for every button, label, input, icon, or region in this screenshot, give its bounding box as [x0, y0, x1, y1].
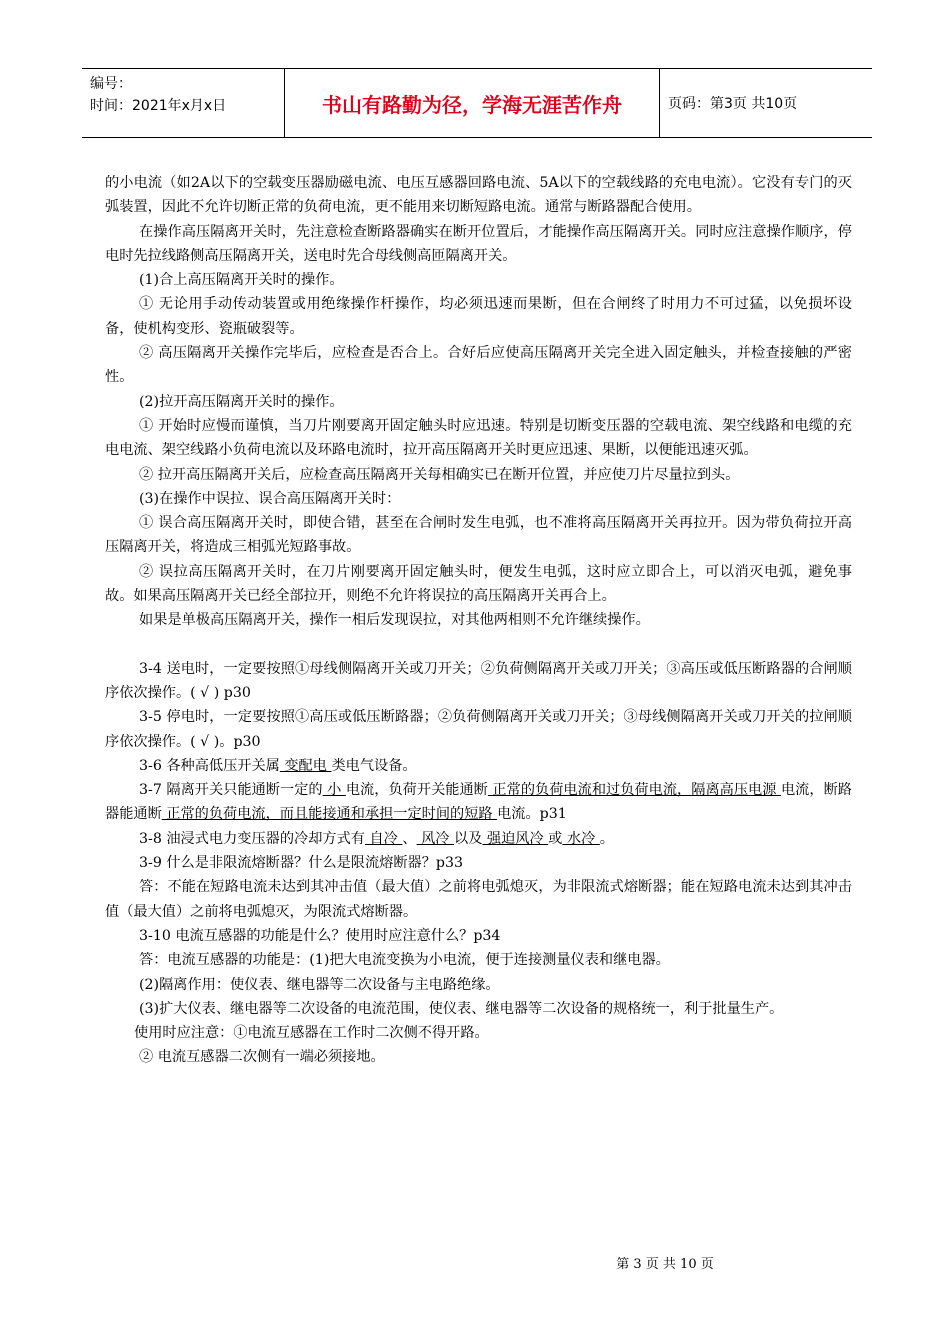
paragraph: ① 误合高压隔离开关时，即使合错，甚至在合闸时发生电弧，也不准将高压隔离开关再拉开。因为带负荷拉开高压隔离开关，将造成三相弧光短路事故。 [105, 515, 852, 556]
header-left-cell [82, 69, 285, 137]
question-text: 3-7 隔离开关只能通断一定的 [139, 782, 323, 799]
answer-blank: 变配电 [279, 757, 332, 774]
answer-3-10: 答：电流互感器的功能是：(1)把大电流变换为小电流，便于连接测量仪表和继电器。 [139, 952, 670, 969]
answer-3-10-item: (2)隔离作用：使仪表、继电器等二次设备与主电路绝缘。 [139, 976, 500, 993]
question-3-8 [105, 827, 852, 851]
paragraph: ② 高压隔离开关操作完毕后，应检查是否合上。合好后应使高压隔离开关完全进入固定触头，并检查接触的严密性。 [105, 345, 852, 386]
motto: 书山有路勤为径，学海无涯苦作舟 [285, 69, 660, 137]
answer-blank: 小 [322, 782, 346, 799]
page-header [82, 68, 872, 138]
paragraph: ① 无论用手动传动装置或用绝缘操作杆操作，均必须迅速而果断，但在合闸终了时用力不可过猛，以免损坏设备，使机构变形、瓷瓶破裂等。 [105, 296, 852, 337]
question-3-6 [105, 754, 852, 778]
question-3-10: 3-10 电流互感器的功能是什么？使用时应注意什么？p34 [139, 927, 501, 944]
paragraph: ② 误拉高压隔离开关时，在刀片刚要离开固定触头时，便发生电弧，这时应立即合上，可以消灭电弧，避免事故。如果高压隔离开关已经全部拉开，则绝不允许将误拉的高压隔离开关再合上。 [105, 563, 852, 605]
answer-blank: 风冷 [416, 830, 454, 847]
time-label: 时间：2021年x月x日 [90, 98, 227, 114]
answer-3-10-note: ② 电流互感器二次侧有一端必须接地。 [139, 1049, 385, 1066]
paragraph: (2)拉开高压隔离开关时的操作。 [139, 393, 344, 410]
page-label: 页码：第3页 共10页 [668, 96, 798, 112]
paragraph: 的小电流（如2A以下的空载变压器励磁电流、电压互感器回路电流、5A以下的空载线路的充电电流）。它没有专门的灭弧装置，因此不允许切断正常的负荷电流，更不能用来切断短路电流。通常与断路器配合使用。 [105, 175, 852, 216]
question-text: 类电气设备。 [331, 757, 417, 774]
question-3-4: 3-4 送电时，一定要按照①母线侧隔离开关或刀开关；②负荷侧隔离开关或刀开关；③高压或低压断路器的合闸顺序依次操作。( √ ) p30 [105, 660, 852, 701]
paragraph: ① 开始时应慢而谨慎，当刀片刚要离开固定触头时应迅速。特别是切断变压器的空载电流、架空线路和电缆的充电电流、架空线路小负荷电流以及环路电流时，拉开高压隔离开关时更应迅速、果断，以便能迅速灭弧。 [105, 417, 852, 459]
answer-blank: 正常的负荷电流和过负荷电流，隔离高压电源 [487, 782, 781, 799]
page-footer: 第 3 页 共 10 页 [616, 1257, 714, 1272]
question-3-7 [105, 778, 852, 827]
paragraph: ② 拉开高压隔离开关后，应检查高压隔离开关每相确实已在断开位置，并应使刀片尽量拉到头。 [139, 466, 740, 483]
paragraph: (1)合上高压隔离开关时的操作。 [139, 272, 344, 289]
document-body [105, 171, 852, 1070]
question-text: 以及 [454, 830, 483, 847]
answer-blank: 正常的负荷电流，而且能接通和承担一定时间的短路 [161, 806, 498, 823]
answer-3-10-item: (3)扩大仪表、继电器等二次设备的电流范围，使仪表、继电器等二次设备的规格统一，利于批量生产。 [139, 1000, 784, 1017]
question-text: 3-6 各种高低压开关属 [139, 757, 280, 774]
question-text: 电流，断路器能通断 [105, 782, 852, 823]
question-text: 电流，负荷开关能通断 [345, 782, 488, 799]
spacer [105, 633, 852, 657]
answer-3-10-note: 使用时应注意：①电流互感器在工作时二次侧不得开路。 [134, 1025, 489, 1042]
answer-blank: 自冷 [364, 830, 403, 847]
paragraph: (3)在操作中误拉、误合高压隔离开关时： [139, 490, 401, 507]
paragraph: 在操作高压隔离开关时，先注意检查断路器确实在断开位置后，才能操作高压隔离开关。同时应注意操作顺序，停电时先拉线路侧高压隔离开关，送电时先合母线侧高匝隔离开关。 [105, 223, 852, 264]
question-text: 电流。p31 [497, 806, 567, 823]
question-3-9: 3-9 什么是非限流熔断器？什么是限流熔断器？p33 [139, 855, 464, 872]
question-text: 3-8 油浸式电力变压器的冷却方式有 [139, 830, 365, 847]
answer-3-9: 答：不能在短路电流未达到其冲击值（最大值）之前将电弧熄灭，为非限流式熔断器；能在短路电流未达到其冲击值（最大值）之前将电弧熄灭，为限流式熔断器。 [105, 879, 852, 920]
answer-blank: 水冷 [562, 830, 600, 847]
paragraph: 如果是单极高压隔离开关，操作一相后发现误拉，对其他两相则不允许继续操作。 [139, 612, 650, 629]
answer-blank: 强迫风冷 [482, 830, 549, 847]
question-3-5: 3-5 停电时，一定要按照①高压或低压断路器；②负荷侧隔离开关或刀开关；③母线侧隔离开关或刀开关的拉闸顺序依次操作。( √ )。p30 [105, 709, 852, 750]
question-text: 、 [402, 830, 417, 847]
number-label: 编号： [90, 76, 132, 92]
question-text: 或 [548, 830, 563, 847]
question-text: 。 [599, 830, 614, 847]
